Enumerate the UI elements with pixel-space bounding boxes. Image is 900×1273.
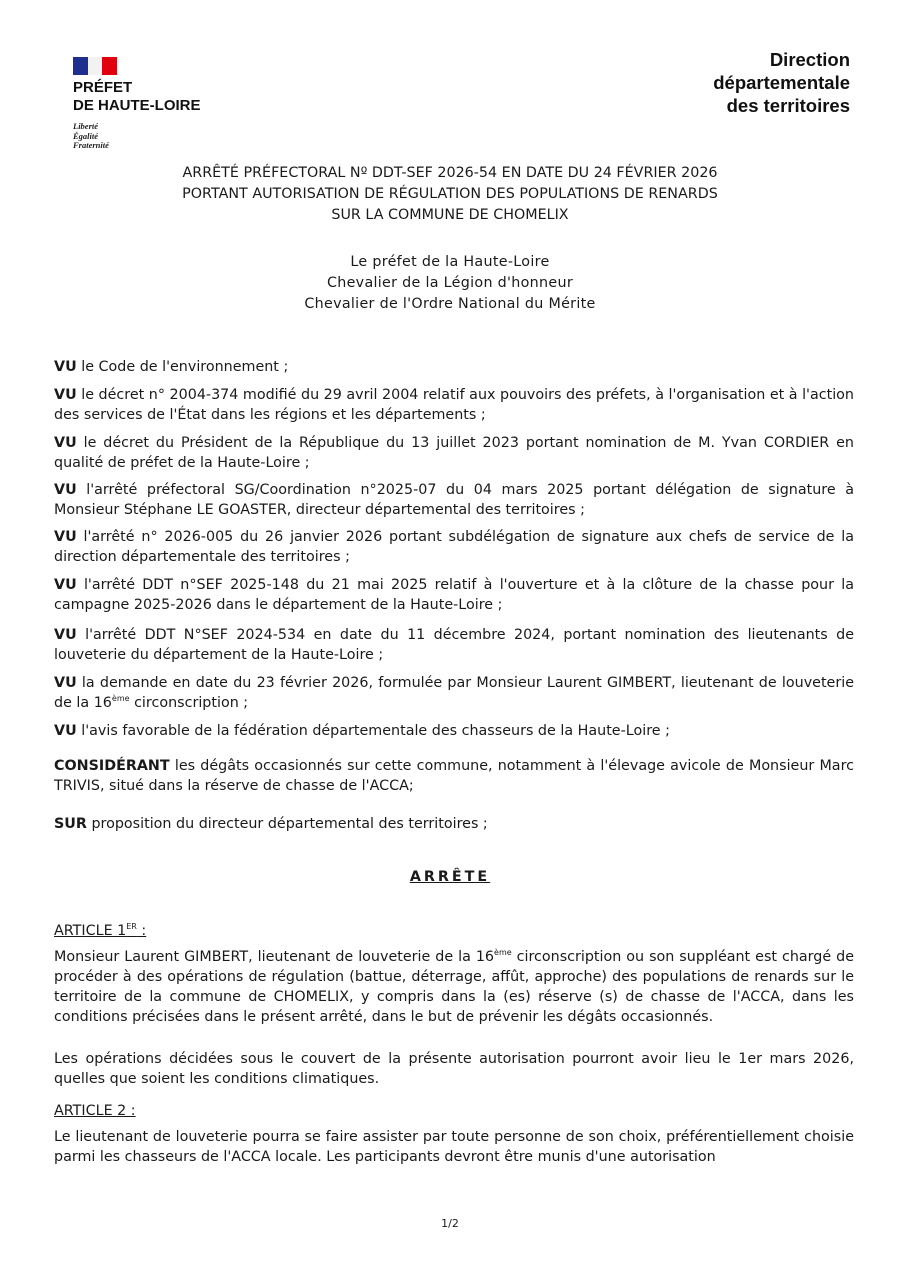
recital-4	[54, 480, 854, 520]
recital-lead: VU	[54, 359, 77, 375]
article-1-colon: :	[136, 923, 147, 939]
recital-sur	[54, 814, 854, 834]
recital-text: le décret n° 2004-374 modifié du 29 avril 2004 relatif aux pouvoirs des préfets, à l'organisation et à l'action des services de l'État dans les régions et les départements ;	[54, 387, 854, 423]
prefect-line-2: Chevalier de la Légion d'honneur	[326, 275, 574, 291]
logo-line-2: DE HAUTE-LOIRE	[73, 97, 201, 114]
ordinal-suffix: ème	[111, 694, 130, 703]
page-number: 1/2	[441, 1217, 459, 1230]
recital-text: les dégâts occasionnés sur cette commune, notamment à l'élevage avicole de Monsieur Marc TRIVIS, situé dans la réserve de chasse de l'ACCA;	[54, 758, 854, 794]
decree-title	[50, 163, 850, 226]
direction-line-3: des territoires	[726, 95, 850, 116]
prefect-block	[50, 252, 850, 315]
recital-lead: VU	[54, 675, 77, 691]
article-1-paragraph-2: Les opérations décidées sous le couvert de la présente autorisation pourront avoir lieu le 1er mars 2026, quelles que soient les conditions climatiques.	[54, 1051, 854, 1087]
recital-6	[54, 575, 854, 615]
recital-lead: CONSIDÉRANT	[54, 758, 170, 774]
article-2-heading: ARTICLE 2 :	[54, 1103, 136, 1119]
article-1-sup: ER	[126, 922, 137, 931]
recital-text: le décret du Président de la République du 13 juillet 2023 portant nomination de M. Yvan CORDIER en qualité de préfet de la Haute-Loire ;	[54, 435, 854, 471]
recital-considerant	[54, 756, 854, 796]
article-1-text-b: circonscription ou son suppléant est chargé de procéder à des opérations de régulation (battue, déterrage, affût, approche) des populations de renards sur le territoire de la commune de CHOMELIX, y compris dans la (es) réserve (s) de chasse de l'ACCA, dans les conditions précisées dans le présent arrêté, dans le but de prévenir les dégâts occasionnés.	[54, 949, 854, 1025]
title-line-2: PORTANT AUTORISATION DE RÉGULATION DES POPULATIONS DE RENARDS	[182, 186, 718, 202]
marianne-flag-icon	[73, 57, 117, 75]
recital-text: l'arrêté n° 2026-005 du 26 janvier 2026 portant subdélégation de signature aux chefs de service de la direction départementale des territoires ;	[54, 529, 854, 565]
recital-1	[54, 357, 854, 377]
prefecture-logo	[73, 57, 201, 151]
recital-7	[54, 625, 854, 665]
recital-text: la demande en date du 23 février 2026, formulée par Monsieur Laurent GIMBERT, lieutenant de louveterie de la 16	[54, 675, 854, 711]
logo-line-1: PRÉFET	[73, 79, 133, 96]
recital-3	[54, 433, 854, 473]
recital-lead: VU	[54, 435, 77, 451]
direction-line-1: Direction	[769, 49, 850, 70]
article-2-paragraph-1: Le lieutenant de louveterie pourra se faire assister par toute personne de son choix, préférentiellement choisie parmi les chasseurs de l'ACCA locale. Les participants devront être munis d'une autorisation	[54, 1129, 854, 1165]
recital-lead: SUR	[54, 816, 87, 832]
article-1-paragraph-1	[54, 947, 854, 1027]
recital-text: l'arrêté préfectoral SG/Coordination n°2025-07 du 04 mars 2025 portant délégation de signature à Monsieur Stéphane LE GOASTER, directeur départemental des territoires ;	[54, 482, 854, 518]
motto-fraternite: Fraternité	[73, 140, 109, 150]
recital-text-tail: circonscription ;	[129, 695, 249, 711]
republic-motto	[73, 122, 201, 151]
recital-lead: VU	[54, 387, 77, 403]
ordinal-suffix: ème	[494, 948, 512, 957]
issuing-direction	[713, 48, 850, 117]
recital-lead: VU	[54, 529, 77, 545]
prefect-line-3: Chevalier de l'Ordre National du Mérite	[304, 296, 596, 312]
article-1-heading	[54, 923, 146, 939]
motto-egalite: Égalité	[73, 130, 99, 141]
recital-text: le Code de l'environnement ;	[76, 359, 289, 375]
prefect-line-1: Le préfet de la Haute-Loire	[350, 254, 550, 270]
recital-lead: VU	[54, 723, 77, 739]
title-line-1: ARRÊTÉ PRÉFECTORAL Nº DDT-SEF 2026-54 EN DATE DU 24 FÉVRIER 2026	[182, 165, 718, 181]
recital-text: l'avis favorable de la fédération départementale des chasseurs de la Haute-Loire ;	[76, 723, 670, 739]
direction-line-2: départementale	[713, 72, 850, 93]
recital-2	[54, 385, 854, 425]
recital-lead: VU	[54, 577, 77, 593]
article-1-label: ARTICLE 1	[54, 923, 127, 939]
recital-8	[54, 673, 854, 713]
decision-heading: ARRÊTE	[409, 869, 491, 885]
recital-text: l'arrêté DDT N°SEF 2024-534 en date du 11 décembre 2024, portant nomination des lieutenants de louveterie du département de la Haute-Loire ;	[54, 627, 854, 663]
article-1-text-a: Monsieur Laurent GIMBERT, lieutenant de louveterie de la 16	[54, 949, 495, 965]
motto-liberte: Liberté	[73, 121, 99, 131]
recital-9	[54, 721, 854, 741]
recital-lead: VU	[54, 482, 77, 498]
recital-text: l'arrêté DDT n°SEF 2025-148 du 21 mai 2025 relatif à l'ouverture et à la clôture de la chasse pour la campagne 2025-2026 dans le département de la Haute-Loire ;	[54, 577, 854, 613]
recital-text: proposition du directeur départemental des territoires ;	[86, 816, 488, 832]
title-line-3: SUR LA COMMUNE DE CHOMELIX	[331, 207, 569, 223]
recital-5	[54, 527, 854, 567]
recital-lead: VU	[54, 627, 77, 643]
